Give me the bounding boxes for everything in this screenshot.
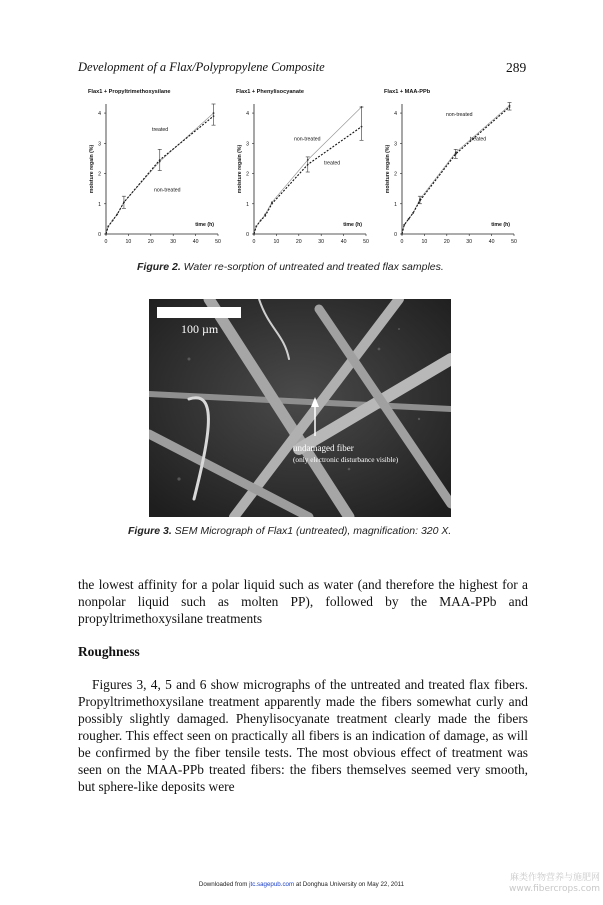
watermark-line2: www.fibercrops.com <box>509 884 600 894</box>
sem-image <box>149 299 451 517</box>
data-point <box>253 233 255 235</box>
chart-annotation: treated <box>152 127 169 134</box>
x-tick-label: 20 <box>295 239 302 245</box>
x-tick-label: 0 <box>252 239 256 245</box>
figure3-label: Figure 3. <box>128 525 172 537</box>
y-tick-label: 2 <box>246 171 249 178</box>
data-point <box>264 215 266 217</box>
y-axis-label: moisture regain (%) <box>385 144 391 194</box>
footer-prefix: Downloaded from <box>198 881 250 888</box>
data-point <box>116 213 118 215</box>
x-tick-label: 10 <box>125 239 132 245</box>
chart-title: Flax1 + Propyltrimethoxysilane <box>88 89 171 95</box>
y-axis-label: moisture regain (%) <box>237 144 243 194</box>
body-paragraph: Figures 3, 4, 5 and 6 show micrographs of the untreated and treated flax fibers. Propyltrimethoxysilane treatment apparently made the fibers somewhat curly and possibly slightly damaged. Phenylisocyanate treatment clearly made the fibers rougher. This effect seen on practically all fibers is an indication of damage, as will be confirmed by the fiber tensile tests. The most obvious effect of treatment was seen on the MAA-PPb treated fibers: the fibers themselves seemed very smooth, but sphere-like deposits were <box>78 677 528 794</box>
y-tick-label: 1 <box>246 201 249 208</box>
sem-annotation-line1: undamaged fiber <box>293 443 354 453</box>
data-point <box>401 233 403 235</box>
series-line-treated <box>254 127 362 234</box>
x-tick-label: 20 <box>147 239 154 245</box>
x-axis-label: time (h) <box>491 222 510 228</box>
x-tick-label: 40 <box>488 239 495 245</box>
figure3-text: SEM Micrograph of Flax1 (untreated), magnification: 320 X. <box>171 525 452 537</box>
chart-annotation: non-treated <box>294 136 321 143</box>
data-point <box>255 226 257 228</box>
data-point <box>412 212 414 214</box>
x-axis-label: time (h) <box>343 222 362 228</box>
figure2-charts <box>86 84 536 254</box>
body-paragraph: the lowest affinity for a polar liquid such as water (and therefore the highest for a nonpolar liquid such as molten PP), followed by the MAA-PPb and propyltrimethoxysilane treatments <box>78 577 528 626</box>
footer-suffix: at Donghua University on May 22, 2011 <box>294 881 405 888</box>
y-tick-label: 3 <box>394 141 397 148</box>
x-tick-label: 50 <box>215 239 221 245</box>
sem-micrograph <box>149 299 451 517</box>
y-tick-label: 2 <box>98 171 101 178</box>
footer-link[interactable]: jtc.sagepub.com <box>249 881 295 888</box>
y-tick-label: 3 <box>246 141 249 148</box>
figure3-caption <box>128 525 451 537</box>
data-point <box>112 219 114 221</box>
y-tick-label: 0 <box>394 232 397 238</box>
data-point <box>107 226 109 228</box>
x-tick-label: 0 <box>104 239 108 245</box>
y-axis-label: moisture regain (%) <box>89 144 95 194</box>
data-point <box>403 224 405 226</box>
x-tick-label: 40 <box>192 239 199 245</box>
x-tick-label: 10 <box>273 239 280 245</box>
page-number: 289 <box>506 60 527 75</box>
chart-annotation: non-treated <box>446 112 473 119</box>
data-point <box>408 218 410 220</box>
data-point <box>105 233 107 235</box>
x-tick-label: 30 <box>466 239 473 245</box>
chart-annotation: treated <box>324 160 341 167</box>
x-tick-label: 30 <box>318 239 325 245</box>
x-tick-label: 0 <box>400 239 404 245</box>
x-tick-label: 40 <box>340 239 347 245</box>
chart-title: Flax1 + Phenylisocyanate <box>236 89 304 95</box>
y-tick-label: 4 <box>394 111 397 118</box>
sem-scale-label: 100 µm <box>181 322 219 336</box>
figure2-text: Water re-sorption of untreated and treated flax samples. <box>180 261 444 273</box>
series-line-treated <box>402 107 510 234</box>
figure2-caption <box>137 261 444 273</box>
y-tick-label: 2 <box>394 171 397 178</box>
y-tick-label: 4 <box>246 111 249 118</box>
data-point <box>271 203 273 205</box>
data-point <box>260 219 262 221</box>
y-tick-label: 0 <box>246 232 249 238</box>
x-tick-label: 20 <box>443 239 450 245</box>
y-tick-label: 1 <box>394 201 397 208</box>
y-tick-label: 1 <box>98 201 101 208</box>
x-axis-label: time (h) <box>195 222 214 228</box>
chart-title: Flax1 + MAA-PPb <box>384 89 431 95</box>
watermark <box>468 873 600 895</box>
x-tick-label: 50 <box>363 239 369 245</box>
x-tick-label: 30 <box>170 239 177 245</box>
y-tick-label: 3 <box>98 141 101 148</box>
chart-annotation: treated <box>470 136 487 143</box>
watermark-line1: 麻类作物营养与施肥网 <box>509 873 600 883</box>
x-tick-label: 50 <box>511 239 517 245</box>
series-line-treated <box>106 116 214 234</box>
sem-annotation-line2: (only electronic disturbance visible) <box>293 455 399 464</box>
y-tick-label: 0 <box>98 232 101 238</box>
series-line-non-treated <box>402 106 510 235</box>
running-header-title: Development of a Flax/Polypropylene Composite <box>78 60 325 74</box>
y-tick-label: 4 <box>98 111 101 118</box>
chart-annotation: non-treated <box>154 187 181 194</box>
figure2-label: Figure 2. <box>137 261 181 273</box>
x-tick-label: 10 <box>421 239 428 245</box>
section-heading: Roughness <box>78 644 140 659</box>
